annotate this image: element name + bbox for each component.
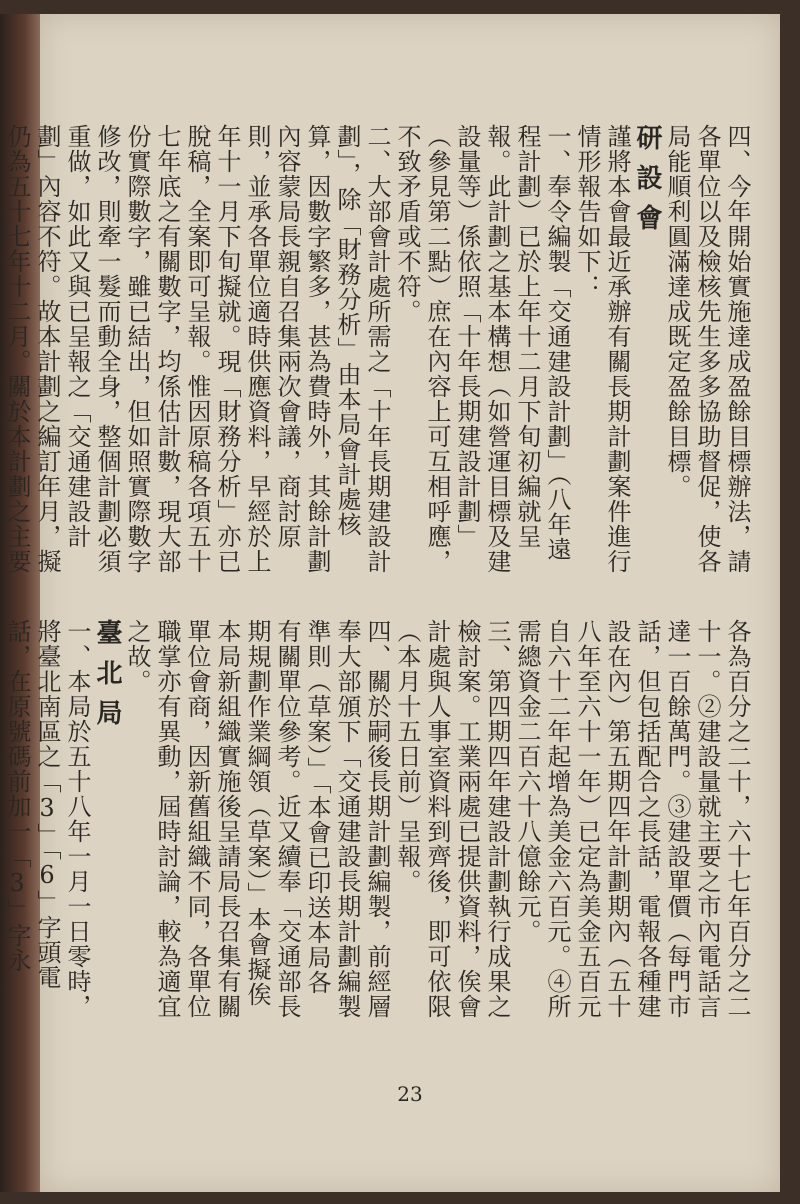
section-heading-taipei-bureau: 臺北局 — [92, 619, 122, 739]
paragraph-plan-contents-continued: 各為百分之二十，六十七年百分之二十一。②建設量就主要之市內電話言達一百餘萬門。③建設單價（每門市話，但包括配合之長話，電報各種建設在內）第五期四年計劃期內（五十八年至六十一年）已定為美金五百元自六十二年起增為美金六百元。④所需總資金二百六十八億餘元。 — [513, 619, 751, 1019]
paragraph-item-two-ten-year-plan: 二、大部會計處所需之「十年長期建設計劃」，除「財務分析」由本局會計處核算，因數字繁多，甚為費時外，其餘計劃內容蒙局長親自召集兩次會議，商討原則，並承各單位適時供應資料，早經於上年十一月下旬擬就。現「財務分析」亦已脫稿，全案即可呈報。惟因原稿各項五十七年底之有關數字，均係估計數，現大部份實際數字，雖已結出，但如照實際數字修改，則牽一髮而動全身，整個計劃必須重做，如此又與已呈報之「交通建設計劃」內容不符。故本計劃之編訂年月，擬仍為五十七年十二月。關於本計劃之主要 — [3, 124, 391, 574]
upper-text-block — [3, 124, 752, 574]
lower-text-block — [3, 619, 752, 1019]
document-page — [3, 14, 780, 1192]
paragraph-target-item-four: 四、今年開始實施達成盈餘目標辦法，請各單位以及檢核先生多多協助督促，使各局能順利圓滿達成既定盈餘目標。 — [663, 124, 751, 574]
paragraph-taipei-number-change: 一、本局於五十八年一月一日零時，將臺北南區之「3」「6」字頭電話，在原號碼前加一「3」字永 — [3, 619, 91, 1019]
page-number: 23 — [397, 1082, 423, 1106]
paragraph-report-intro: 謹將本會最近承辦有關長期計劃案件進行情形報告如下： — [573, 124, 631, 574]
paragraph-item-four-planning-rules: 四、關於嗣後長期計劃編製，前經層奉大部頒下「交通建設長期計劃編製準則（草案）」「本會已印送本局各有關單位參考。近又續奉「交通部長期規劃作業綱領（草案）」本會擬俟本局新組織實施後呈請局長召集有關單位會商，因新舊組織不同，各單位職掌亦有異動，屆時討論，較為適宜之故。 — [123, 619, 391, 1019]
paragraph-item-three-review: 三、第四期四年建設計劃執行成果之檢討案。工業兩處已提供資料，俟會計處與人事室資料到齊後，即可依限（本月十五日前）呈報。 — [393, 619, 511, 1019]
section-heading-research-committee: 研設會 — [632, 124, 662, 244]
paragraph-item-one-transport-plan: 一、奉令編製「交通建設計劃」（八年遠程計劃）已於上年十二月下旬初編就呈報。此計劃之基本構想（如營運目標及建設量等）係依照「十年長期建設計劃」（參見第二點）庶在內容上可互相呼應，不致矛盾或不符。 — [393, 124, 571, 574]
